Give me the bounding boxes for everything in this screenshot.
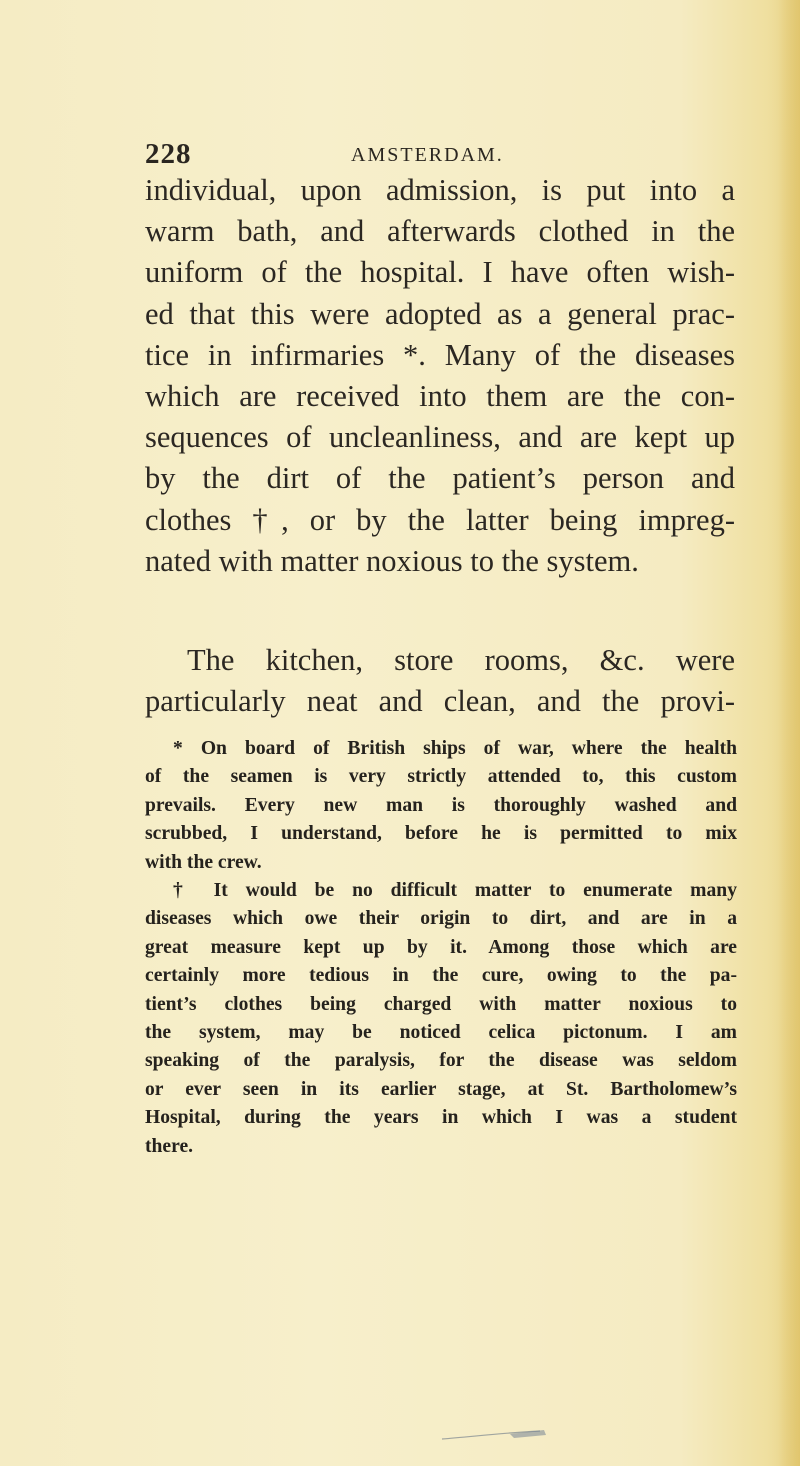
text-line: sequences of uncleanliness, and are kept up bbox=[145, 420, 735, 455]
text-line: ed that this were adopted as a general prac- bbox=[145, 296, 735, 331]
footnote-line: * On board of British ships of war, where the health bbox=[173, 738, 737, 759]
footnote-line: there. bbox=[145, 1135, 194, 1157]
text-line: The kitchen, store rooms, &c. were bbox=[187, 643, 735, 677]
footnote-line: with the crew. bbox=[145, 851, 262, 873]
text-line: tice in infirmaries *. Many of the diseases bbox=[145, 337, 735, 372]
footnote-line: speaking of the paralysis, for the disease was seldom bbox=[145, 1050, 737, 1072]
ink-smudge bbox=[440, 1425, 550, 1443]
text-line: warm bath, and afterwards clothed in the bbox=[145, 214, 735, 249]
footnote-line: diseases which owe their origin to dirt, and are in a bbox=[145, 908, 737, 930]
footnote-line: scrubbed, I understand, before he is permitted to mix bbox=[145, 823, 737, 845]
footnote-dagger bbox=[145, 877, 737, 1161]
page-header bbox=[145, 138, 705, 174]
footnote-line: prevails. Every new man is thoroughly washed and bbox=[145, 794, 737, 816]
paragraph-2 bbox=[145, 640, 735, 722]
footnotes bbox=[145, 735, 737, 1161]
footnote-line: the system, may be noticed celica pictonum. I am bbox=[145, 1022, 737, 1044]
page-number: 228 bbox=[145, 138, 192, 170]
text-line: particularly neat and clean, and the provi- bbox=[145, 684, 735, 719]
footnote-line: † It would be no difficult matter to enumerate many bbox=[173, 880, 737, 902]
paragraph-1 bbox=[145, 170, 735, 582]
footnote-line: tient’s clothes being charged with matter noxious to bbox=[145, 993, 737, 1015]
footnote-line: certainly more tedious in the cure, owing to the pa- bbox=[145, 965, 737, 987]
text-line: uniform of the hospital. I have often wish- bbox=[145, 255, 735, 290]
text-line: individual, upon admission, is put into a bbox=[145, 173, 735, 207]
text-line: clothes †, or by the latter being impreg- bbox=[145, 502, 735, 537]
text-line: by the dirt of the patient’s person and bbox=[145, 461, 735, 496]
footnote-line: or ever seen in its earlier stage, at St. Bartholomew’s bbox=[145, 1078, 737, 1100]
footnote-line: of the seamen is very strictly attended to, this custom bbox=[145, 766, 737, 788]
footnote-line: Hospital, during the years in which I was a student bbox=[145, 1107, 737, 1129]
running-head: AMSTERDAM. bbox=[351, 144, 504, 166]
footnote-asterisk bbox=[145, 735, 737, 877]
page-edge-shading bbox=[778, 0, 800, 1466]
text-line: nated with matter noxious to the system. bbox=[145, 543, 639, 578]
footnote-line: great measure kept up by it. Among those which are bbox=[145, 936, 737, 958]
text-line: which are received into them are the con- bbox=[145, 379, 735, 414]
